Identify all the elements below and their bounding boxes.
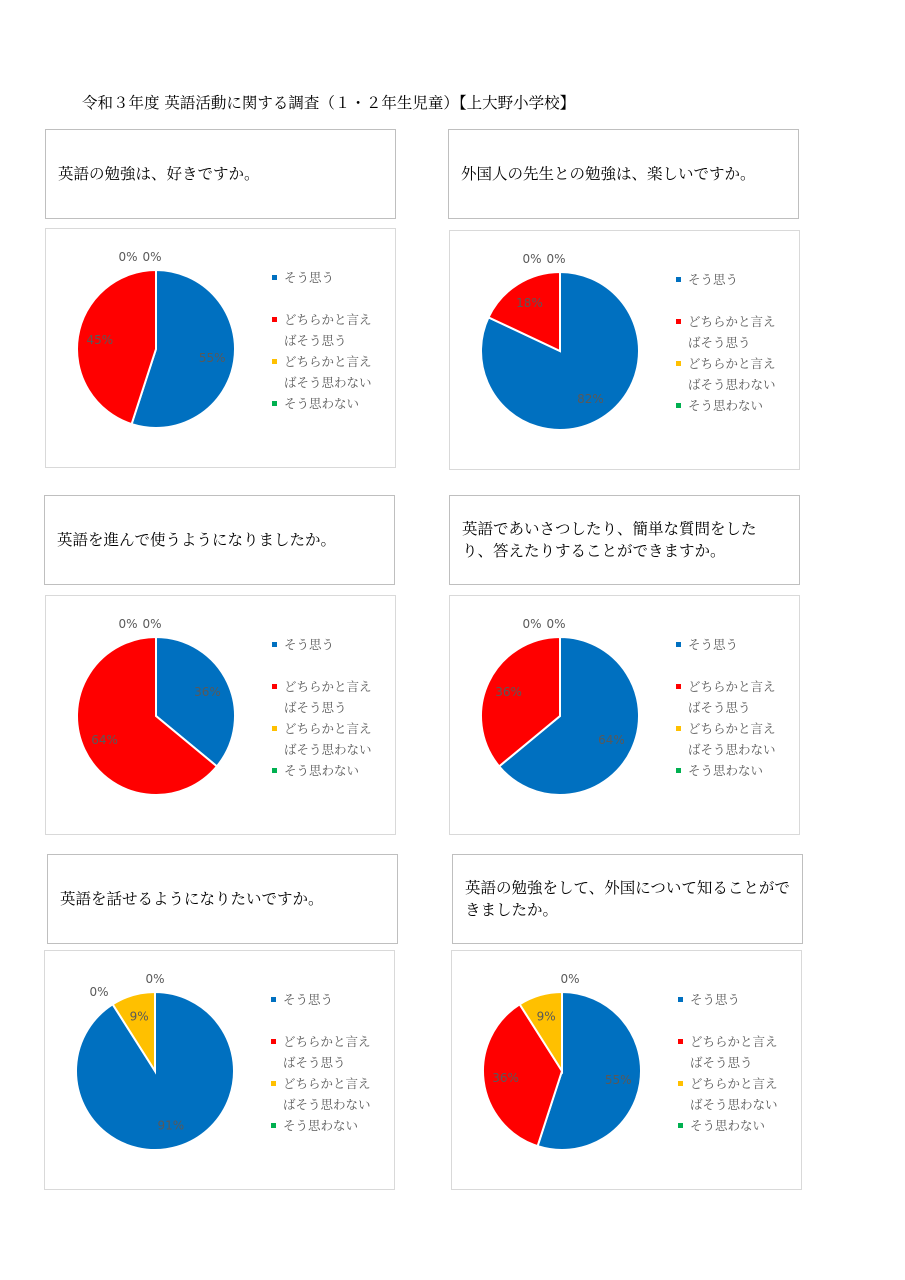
legend-swatch [271,1123,276,1128]
legend-label: そう思う [688,637,739,652]
legend-label: どちらかと言え [688,721,776,736]
legend-label: そう思う [690,992,741,1007]
legend-swatch [271,1081,276,1086]
legend-label: どちらかと言え [690,1034,778,1049]
legend-swatch [271,997,276,1002]
legend-swatch [678,997,683,1002]
question-box [452,854,803,944]
legend-item [272,393,412,414]
legend-item [678,1115,818,1136]
legend-label: ばそう思う [690,1055,753,1070]
legend-item [676,760,816,781]
slice-data-label: 0% [546,617,566,631]
legend-item [272,634,412,655]
legend-swatch [272,317,277,322]
legend-label: どちらかと言え [688,314,776,329]
legend-label: どちらかと言え [284,721,372,736]
slice-data-label: 0% [145,972,165,986]
legend-label: どちらかと言え [284,354,372,369]
legend-item [676,395,816,416]
legend-item [676,676,816,718]
legend-swatch [678,1039,683,1044]
legend-swatch [678,1123,683,1128]
slice-data-label: 82% [577,392,604,407]
legend-item [272,760,412,781]
legend-swatch [272,359,277,364]
chart-legend [272,634,412,781]
legend-label: どちらかと言え [283,1034,371,1049]
legend-item [272,718,412,760]
question-box [45,129,396,219]
question-text: 英語の勉強をして、外国について知ることができましたか。 [465,878,790,919]
question-text: 外国人の先生との勉強は、楽しいですか。 [461,164,756,183]
slice-data-label: 18% [516,295,543,310]
slice-data-label: 0% [546,252,566,266]
question-text: 英語を話せるようになりたいですか。 [60,889,324,908]
legend-label: そう思う [284,270,335,285]
question-text: 英語を進んで使うようになりましたか。 [57,530,337,549]
legend-label: ばそう思う [688,335,751,350]
question-box [449,495,800,585]
pie-chart [449,595,800,835]
slice-data-label: 0% [142,617,162,631]
chart-legend [676,634,816,781]
legend-swatch [272,401,277,406]
legend-label: そう思わない [690,1118,766,1133]
legend-swatch [676,726,681,731]
legend-item [676,634,816,655]
slice-data-label: 64% [598,733,625,748]
legend-item [271,989,411,1010]
chart-legend [676,269,816,416]
slice-data-label: 0% [522,617,542,631]
legend-swatch [676,319,681,324]
legend-item [678,1073,818,1115]
legend-item [676,353,816,395]
legend-label: そう思う [688,272,739,287]
legend-label: そう思わない [284,396,360,411]
legend-item [676,718,816,760]
pie-chart [449,230,800,470]
legend-label: そう思う [284,637,335,652]
legend-item [271,1115,411,1136]
legend-item [271,1031,411,1073]
legend-swatch [272,726,277,731]
legend-swatch [272,684,277,689]
legend-label: ばそう思わない [688,742,776,757]
legend-item [678,989,818,1010]
legend-label: どちらかと言え [284,679,372,694]
legend-swatch [272,768,277,773]
legend-label: どちらかと言え [688,679,776,694]
legend-label: そう思う [283,992,334,1007]
legend-item [676,269,816,290]
legend-label: ばそう思う [283,1055,346,1070]
slice-data-label: 0% [118,250,138,264]
legend-item [272,676,412,718]
slice-data-label: 0% [89,985,109,999]
legend-item [272,309,412,351]
legend-label: ばそう思わない [284,375,372,390]
slice-data-label: 45% [86,333,114,348]
legend-swatch [272,642,277,647]
legend-item [678,1031,818,1073]
legend-label: どちらかと言え [284,312,372,327]
pie-chart [451,950,802,1190]
legend-label: ばそう思わない [688,377,776,392]
legend-swatch [271,1039,276,1044]
legend-item [271,1073,411,1115]
question-text: 英語の勉強は、好きですか。 [58,164,260,183]
slice-data-label: 9% [536,1009,556,1024]
slice-data-label: 55% [604,1072,632,1087]
pie-chart [45,228,396,468]
chart-legend [272,267,412,414]
legend-label: ばそう思わない [284,742,372,757]
legend-label: ばそう思わない [283,1097,371,1112]
chart-legend [271,989,411,1136]
legend-swatch [272,275,277,280]
pie-chart [44,950,395,1190]
legend-label: そう思わない [283,1118,359,1133]
legend-label: ばそう思わない [690,1097,778,1112]
legend-label: どちらかと言え [688,356,776,371]
question-box [44,495,395,585]
pie-chart [45,595,396,835]
legend-label: どちらかと言え [690,1076,778,1091]
question-box [448,129,799,219]
legend-swatch [676,277,681,282]
legend-swatch [676,684,681,689]
slice-data-label: 36% [495,684,522,699]
legend-label: ばそう思う [284,333,347,348]
slice-data-label: 36% [194,684,221,699]
legend-swatch [676,361,681,366]
slice-data-label: 0% [560,972,580,986]
slice-data-label: 64% [91,733,118,748]
legend-swatch [676,403,681,408]
slice-data-label: 36% [492,1071,519,1086]
chart-legend [678,989,818,1136]
slice-data-label: 55% [198,350,226,365]
legend-item [272,351,412,393]
legend-swatch [676,768,681,773]
legend-item [676,311,816,353]
legend-label: ばそう思う [284,700,347,715]
slice-data-label: 9% [129,1009,149,1024]
slice-data-label: 0% [522,252,542,266]
legend-label: そう思わない [688,398,764,413]
legend-label: ばそう思う [688,700,751,715]
question-box [47,854,398,944]
question-text: 英語であいさつしたり、簡単な質問をしたり、答えたりすることができますか。 [462,519,757,560]
legend-swatch [678,1081,683,1086]
legend-label: そう思わない [688,763,764,778]
slice-data-label: 91% [157,1118,185,1133]
legend-item [272,267,412,288]
slice-data-label: 0% [142,250,162,264]
legend-label: どちらかと言え [283,1076,371,1091]
legend-label: そう思わない [284,763,360,778]
legend-swatch [676,642,681,647]
slice-data-label: 0% [118,617,138,631]
page-title: 令和３年度 英語活動に関する調査（１・２年生児童）【上大野小学校】 [82,94,576,112]
